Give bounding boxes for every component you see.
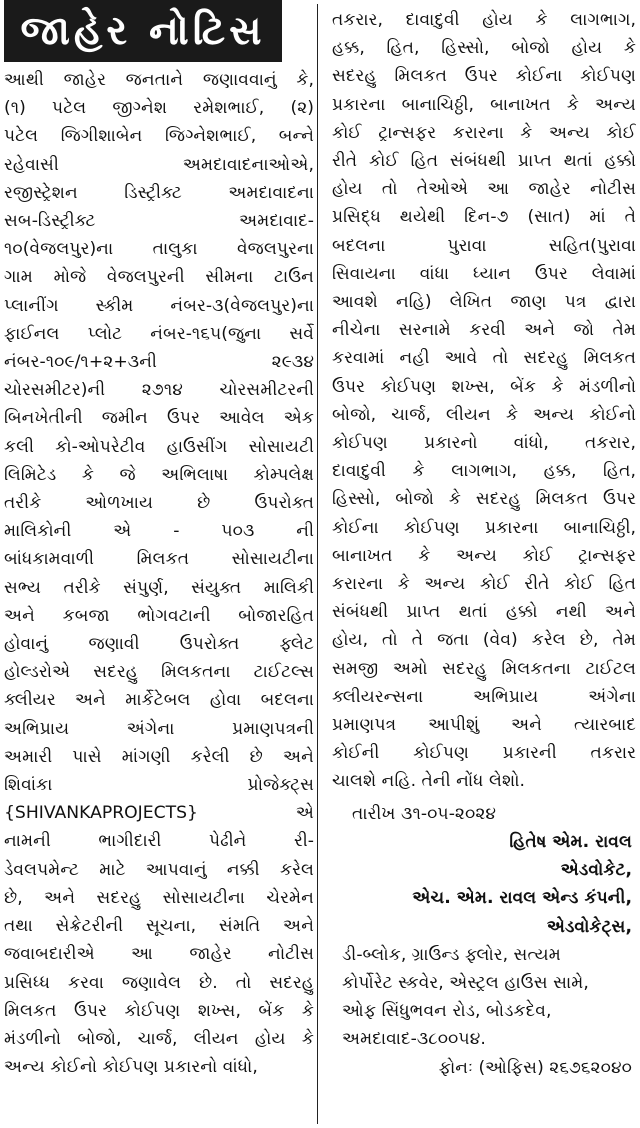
text-line: ફાઈનલ પ્લોટ નંબર-૧૬૫(જુના સર્વે — [4, 323, 314, 344]
text-line: નંબર-૧૦૯/૧+૨+૩ની ૨૯૩૪ — [4, 352, 314, 373]
right-column — [322, 0, 640, 1082]
text-line: કરવામાં નહી આવે તો સદરહુ મિલકત — [332, 348, 636, 369]
text-line: હોય, તો તે જતા (વેવ) કરેલ છે, તેમ — [332, 630, 636, 651]
text-line: સદરહુ મિલકત ઉપર કોઈના કોઈપણ — [332, 66, 636, 87]
text-line: રજીસ્ટ્રેશન ડિસ્ટ્રીક્ટ અમદાવાદના — [4, 182, 314, 203]
text-line: નામની ભાગીદારી પેઢીને રી- — [4, 831, 314, 852]
text-line: બિનખેતીની જમીન ઉપર આવેલ એક — [4, 408, 314, 429]
text-line: અમારી પાસે માંગણી કરેલી છે અને — [4, 746, 314, 767]
text-line: લિમિટેડ કે જે અભિલાષા કોમ્પલેક્ષ — [4, 464, 314, 485]
text-line: તથા સેક્રેટરીની સૂચના, સંમતિ અને — [4, 916, 314, 937]
text-line: ૧૦(વેજલપુર)ના તાલુકા વેજલપુરના — [4, 239, 314, 260]
text-line: ક્લીયરન્સના અભિપ્રાય અંગેના — [332, 686, 636, 707]
text-line: ચોરસમીટર)ની ૨૭૧૪ ચોરસમીટરની — [4, 380, 314, 401]
text-line: સિવાયના વાંધા ધ્યાન ઉપર લેવામાં — [332, 263, 636, 284]
text-line: કરારના કે અન્ય કોઈ રીતે કોઈ હિત — [332, 574, 636, 595]
notice-body-left — [4, 66, 314, 1081]
text-line: ઉપર કોઈપણ શખ્સ, બેંક કે મંડળીનો — [332, 376, 636, 397]
text-line: સબ-ડિસ્ટ્રીક્ટ અમદાવાદ- — [4, 211, 314, 232]
address-line: કોર્પોરેટ સ્કવેર, એસ્ટ્રલ હાઉસ સામે, — [342, 972, 589, 993]
text-line: આથી જાહેર જનતાને જણાવવાનું કે, — [4, 70, 314, 90]
text-line: દાવાદુવી કે લાગભાગ, હક્ક, હિત, — [332, 461, 636, 482]
address-line: ઓફ સિંધુભવન રોડ, બોડકદેવ, — [342, 1001, 552, 1022]
text-line: સમજી અમો સદરહુ મિલકતના ટાઈટલ — [332, 658, 636, 679]
address-line: અમદાવાદ-૩૮૦૦૫૪. — [342, 1029, 486, 1050]
text-line: બોજો, ચાર્જ, લીયન કે અન્ય કોઈનો — [332, 404, 636, 425]
text-line: પ્રકારના બાનાચિઠ્ઠી, બાનાખત કે અન્ય — [332, 94, 636, 115]
text-line: પ્રમાણપત્ર આપીશું અને ત્યારબાદ — [332, 715, 636, 736]
text-line: હક્ક, હિત, હિસ્સો, બોજો હોય કે — [332, 38, 636, 59]
text-line: (૧) પટેલ જીગ્નેશ રમેશભાઈ, (૨) — [4, 98, 314, 119]
text-line: {SHIVANKAPROJECTS} એ — [4, 803, 314, 824]
firm-role: એડવોકેટ્સ, — [546, 916, 632, 937]
text-line: નીચેના સરનામે કરવી અને જો તેમ — [332, 320, 636, 341]
signature-block — [332, 828, 636, 941]
text-line: પ્રસિધ્ધ કરવા જણાવેલ છે. તો સદરહુ — [4, 972, 314, 993]
address-block — [332, 941, 636, 1082]
text-line: રીતે કોઈ હિત સંબંધથી પ્રાપ્ત થતાં હક્કો — [332, 151, 636, 172]
advocate-name: હિતેષ એમ. રાવલ — [509, 831, 632, 852]
column-divider — [317, 4, 318, 1124]
text-line: અન્ય કોઈનો કોઈપણ પ્રકારનો વાંધો, — [4, 1057, 258, 1078]
text-line: બાનાખત કે અન્ય કોઈ ટ્રાન્સફર — [332, 545, 636, 566]
advocate-role: એડવોકેટ, — [560, 860, 632, 881]
address-line: ડી-બ્લોક, ગ્રાઉન્ડ ફ્લોર, સત્યમ — [342, 944, 561, 965]
text-line: હોવાનું જણાવી ઉપરોક્ત ફ્લેટ — [4, 634, 314, 655]
text-line: મંડળીનો બોજો, ચાર્જ, લીયન હોય કે — [4, 1028, 314, 1049]
firm-name: એચ. એમ. રાવલ એન્ડ કંપની, — [412, 888, 632, 909]
left-column — [0, 0, 320, 1081]
text-line: મિલકત ઉપર કોઈપણ શખ્સ, બેંક કે — [4, 1000, 314, 1021]
notice-date: તારીખ ૩૧-૦૫-૨૦૨૪ — [352, 803, 497, 824]
text-line: કોઈ ટ્રાન્સફર કરારના કે અન્ય કોઈ — [332, 122, 636, 143]
notice-title: જાહેર નોટિસ — [4, 0, 282, 62]
text-line: હોલ્ડરોએ સદરહુ મિલકતના ટાઈટલ્સ — [4, 662, 314, 683]
text-line: બાંધકામવાળી મિલકત સોસાયટીના — [4, 549, 314, 570]
text-line: ચાલશે નહિ. તેની નોંધ લેશો. — [332, 771, 525, 792]
notice-body-right — [332, 6, 636, 796]
text-line: આવશે નહિ) લેખિત જાણ પત્ર દ્વારા — [332, 292, 636, 313]
text-line: કોઈના કોઈપણ પ્રકારના બાનાચિઠ્ઠી, — [332, 517, 636, 538]
text-line: માલિકોની એ - ૫૦૩ ની — [4, 521, 314, 542]
text-line: અને કબજા ભોગવટાની બોજારહિત — [4, 605, 314, 626]
text-line: સભ્ય તરીકે સંપુર્ણ, સંયુક્ત માલિકી — [4, 577, 314, 598]
text-line: સંબંધથી પ્રાપ્ત થતાં હક્કો નથી અને — [332, 602, 636, 623]
text-line: શિવાંકા પ્રોજેક્ટ્સ — [4, 775, 314, 796]
text-line: પ્રસિદ્ધ થયેથી દિન-૭ (સાત) માં તે — [332, 207, 636, 228]
text-line: હિસ્સો, બોજો કે સદરહુ મિલકત ઉપર — [332, 489, 636, 510]
text-line: ડેવલપમેન્ટ માટે આપવાનું નક્કી કરેલ — [4, 859, 314, 880]
text-line: કોઈપણ પ્રકારનો વાંધો, તકરાર, — [332, 433, 636, 454]
text-line: પ્લાનીંગ સ્કીમ નંબર-૩(વેજલપુર)ના — [4, 295, 314, 316]
text-line: કલી કો-ઓપરેટીવ હાઉસીંગ સોસાયટી — [4, 436, 314, 457]
text-line: હોય તો તેઓએ આ જાહેર નોટીસ — [332, 179, 636, 200]
text-line: જવાબદારીએ આ જાહેર નોટીસ — [4, 944, 314, 965]
text-line: ક્લીયર અને માર્કેટેબલ હોવા બદલના — [4, 690, 314, 711]
text-line: છે, અને સદરહુ સોસાયટીના ચેરમેન — [4, 887, 314, 908]
text-line: કોઈની કોઈપણ પ્રકારની તકરાર — [332, 743, 636, 764]
text-line: ગામ મોજે વેજલપુરની સીમના ટાઉન — [4, 267, 314, 288]
text-line: તકરાર, દાવાદુવી હોય કે લાગભાગ, — [332, 10, 636, 30]
text-line: રહેવાસી અમદાવાદનાઓએ, — [4, 154, 314, 175]
text-line: પટેલ જિગીશાબેન જિગ્નેશભાઈ, બન્ને — [4, 126, 314, 147]
phone-number: ફોનઃ (ઓફિસ) ૨૬૭૬૨૦૪૦ — [438, 1057, 632, 1078]
text-line: તરીકે ઓળખાય છે ઉપરોક્ત — [4, 493, 314, 514]
text-line: અભિપ્રાય અંગેના પ્રમાણપત્રની — [4, 718, 314, 739]
text-line: બદલના પુરાવા સહિત(પુરાવા — [332, 235, 636, 256]
